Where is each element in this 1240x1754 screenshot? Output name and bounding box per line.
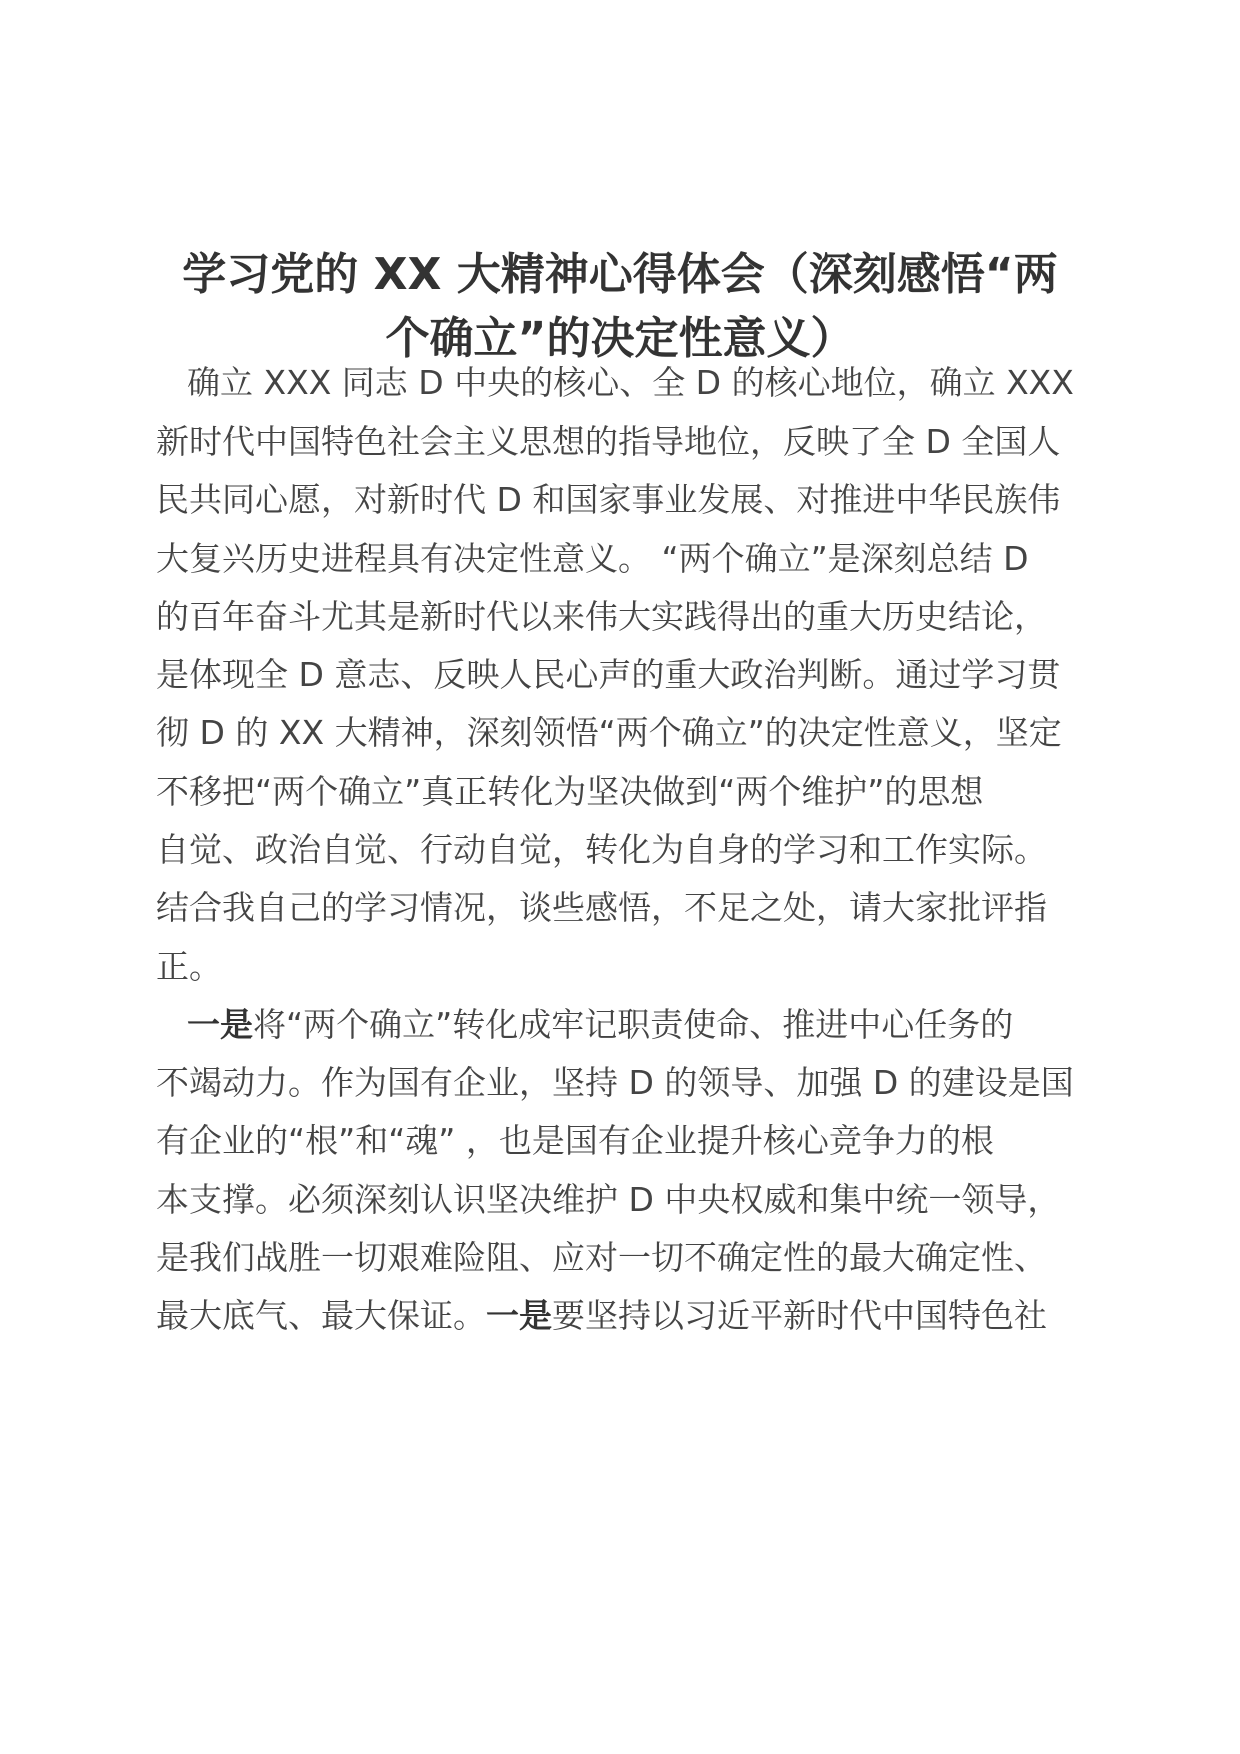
paragraph-2-line-3: 有企业的“根”和“魂” ，也是国有企业提升核心竞争力的根 [156,1121,994,1160]
paragraph-1-line-8: 不移把“两个确立”真正转化为坚决做到“两个维护”的思想 [156,772,984,811]
paragraph-1-line-5: 的百年奋斗尤其是新时代以来伟大实践得出的重大历史结论， [156,597,1047,636]
emphasis-yishi-2: 一是 [486,1296,552,1335]
paragraph-1-line-9: 自觉、政治自觉、行动自觉，转化为自身的学习和工作实际。 [156,830,1047,869]
paragraph-2-line-6 [156,1283,1096,1348]
paragraph-1-line-4: 大复兴历史进程具有决定性意义。 “两个确立”是深刻总结 D [156,539,1029,578]
document-title-line-2: 个确立”的决定性意义） [385,313,855,364]
paragraph-2-line-4: 本支撑。必须深刻认识坚决维护 D 中央权威和集中统一领导， [156,1180,1061,1219]
paragraph-2-line-1 [187,992,1127,1057]
paragraph-1-line-6: 是体现全 D 意志、反映人民心声的重大政治判断。通过学习贯 [156,655,1061,694]
paragraph-2-line-6-post: 要坚持以习近平新时代中国特色社 [552,1296,1047,1335]
paragraph-1-line-3: 民共同心愿，对新时代 D 和国家事业发展、对推进中华民族伟 [156,480,1061,519]
paragraph-2-line-6-pre: 最大底气、最大保证。 [156,1296,486,1335]
paragraph-1-line-2: 新时代中国特色社会主义思想的指导地位，反映了全 D 全国人 [156,422,1061,461]
document-title-line-1: 学习党的 XX 大精神心得体会（深刻感悟“两 [182,249,1058,300]
paragraph-1-line-1: 确立 XXX 同志 D 中央的核心、全 D 的核心地位，确立 XXX [187,363,1074,402]
emphasis-yishi: 一是 [187,1005,253,1044]
paragraph-2-line-2: 不竭动力。作为国有企业，坚持 D 的领导、加强 D 的建设是国 [156,1063,1074,1102]
paragraph-1-line-7: 彻 D 的 XX 大精神，深刻领悟“两个确立”的决定性意义，坚定 [156,713,1062,752]
paragraph-2-line-5: 是我们战胜一切艰难险阻、应对一切不确定性的最大确定性、 [156,1238,1047,1277]
paragraph-2-line-1-text: 将“两个确立”转化成牢记职责使命、推进中心任务的 [253,1005,1014,1044]
paragraph-1-line-11: 正。 [156,947,222,986]
paragraph-1-line-10: 结合我自己的学习情况，谈些感悟，不足之处，请大家批评指 [156,888,1047,927]
